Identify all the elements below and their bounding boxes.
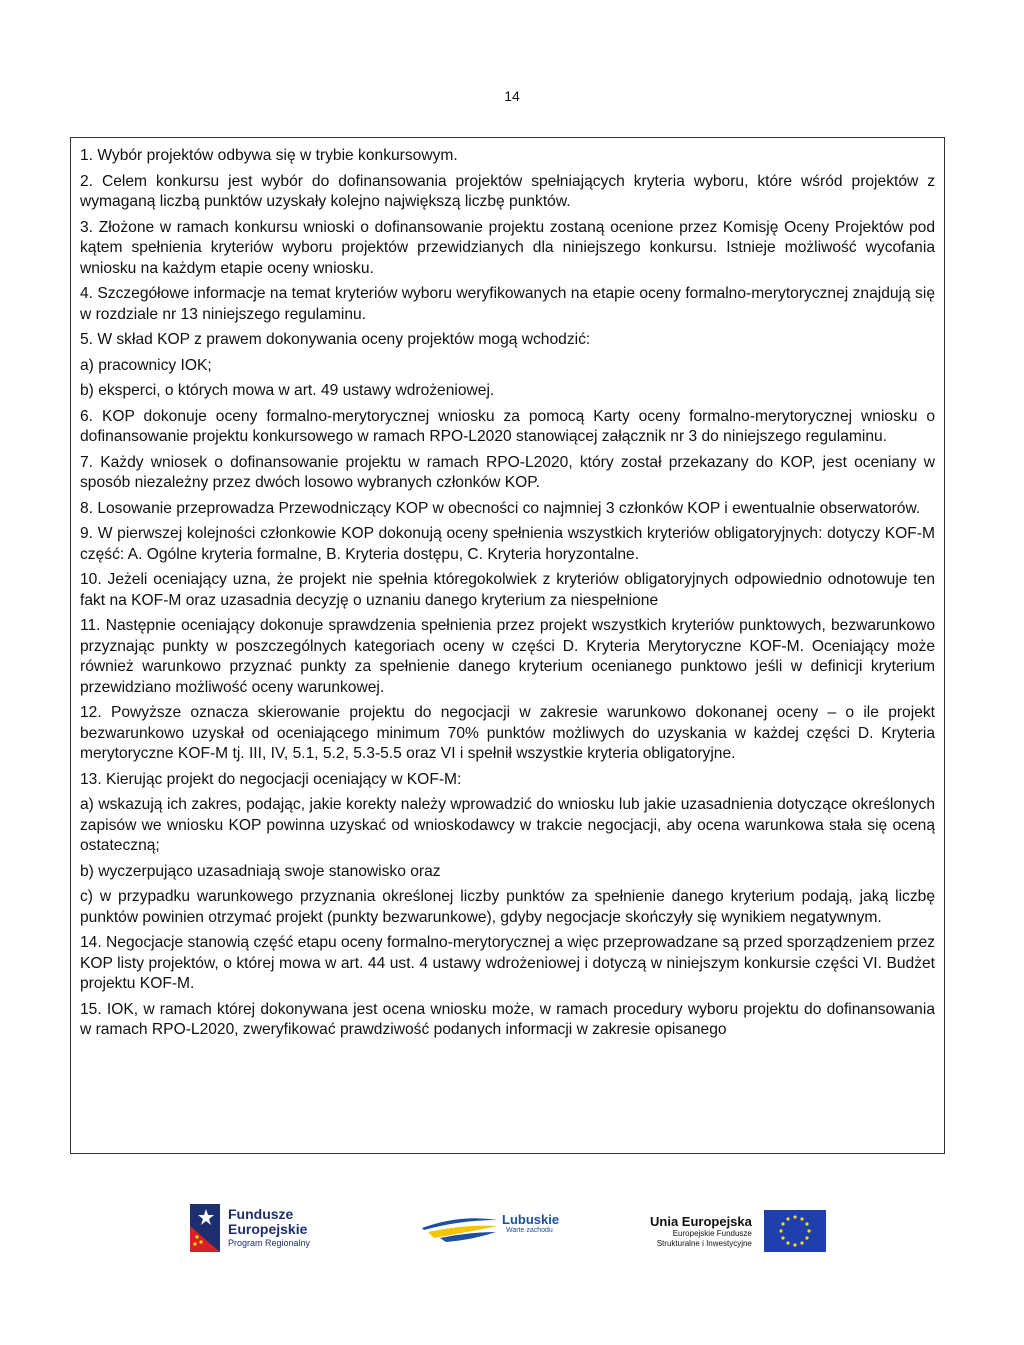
- fe-logo-line2: Europejskie: [228, 1220, 308, 1237]
- paragraph-13: 13. Kierując projekt do negocjacji oceniający w KOF-M:: [80, 770, 462, 788]
- lubuskie-swoosh-icon: [420, 1206, 500, 1246]
- lubuskie-tagline: Warte zachodu: [506, 1227, 553, 1234]
- paragraph-4: 4. Szczegółowe informacje na temat kryteriów wyboru weryfikowanych na etapie oceny formalno-merytorycznej znajdują się w rozdziale nr 13 niniejszego regulaminu.: [80, 285, 935, 323]
- paragraph-8: 8. Losowanie przeprowadza Przewodniczący KOP w obecności co najmniej 3 członków KOP i ewentualnie obserwatorów.: [80, 499, 921, 517]
- fe-logo-line3: Program Regionalny: [228, 1237, 311, 1248]
- footer-logos: [0, 1196, 1024, 1266]
- paragraph-7: 7. Każdy wniosek o dofinansowanie projektu w ramach RPO-L2020, który został przekazany do KOP, jest oceniany w sposób niezależny przez dwóch losowo wybranych członków KOP.: [80, 453, 935, 491]
- paragraph-13c: c) w przypadku warunkowego przyznania określonej liczby punktów za spełnienie danego kryterium podają, jaką liczbę punktów powinien otrzymać projekt (punkty bezwarunkowe), gdyby negocjacje skończyły się wynikiem negatywnym.: [80, 888, 935, 926]
- lubuskie-logo: [420, 1206, 570, 1246]
- paragraph-15: 15. IOK, w ramach której dokonywana jest ocena wniosku może, w ramach procedury wyboru projektu do dofinansowania w ramach RPO-L2020, zweryfikować prawdziwość podanych informacji w zakresie opisanego: [80, 1000, 935, 1038]
- page-number: 14: [504, 88, 520, 104]
- ue-logo-title: Unia Europejska: [650, 1213, 752, 1229]
- lubuskie-name: Lubuskie: [502, 1212, 560, 1227]
- eu-flag-icon: [764, 1210, 826, 1252]
- paragraph-5b: b) eksperci, o których mowa w art. 49 ustawy wdrożeniowej.: [80, 382, 495, 399]
- paragraph-1: 1. Wybór projektów odbywa się w trybie konkursowym.: [80, 147, 458, 164]
- fundusze-europejskie-logo: [190, 1204, 310, 1252]
- paragraph-5: 5. W skład KOP z prawem dokonywania oceny projektów mogą wchodzić:: [80, 331, 591, 348]
- paragraph-14: 14. Negocjacje stanowią część etapu oceny formalno-merytorycznej a więc przeprowadzane są przed sporządzeniem przez KOP listy projektów, o której mowa w art. 44 ust. 4 ustawy wdrożeniowej i dotyczą w niniejszym konkursie części VI. Budżet projektu KOF-M.: [80, 934, 935, 992]
- fundusze-europejskie-star-icon: [190, 1204, 220, 1252]
- paragraph-13b: b) wyczerpująco uzasadniają swoje stanowisko oraz: [80, 862, 441, 880]
- paragraph-9: 9. W pierwszej kolejności członkowie KOP dokonują oceny spełnienia wszystkich kryteriów obligatoryjnych: dotyczy KOF-M część: A. Ogólne kryteria formalne, B. Kryteria dostępu, C. Kryteria horyzontalne.: [80, 525, 935, 563]
- fe-logo-line1: Fundusze: [228, 1205, 294, 1222]
- paragraph-6: 6. KOP dokonuje oceny formalno-merytorycznej wniosku za pomocą Karty oceny formalno-merytorycznej wniosku o dofinansowanie projektu konkursowego w ramach RPO-L2020 stanowiącej załącznik nr 3 do niniejszego regulaminu.: [80, 407, 935, 445]
- paragraph-3: 3. Złożone w ramach konkursu wnioski o dofinansowanie projektu zostaną ocenione przez Komisję Oceny Projektów pod kątem spełnienia kryteriów wyboru projektów przewidzianych dla niniejszego konkursu. Istnieje możliwość wycofania wniosku na każdym etapie oceny wniosku.: [80, 218, 935, 277]
- paragraph-11: 11. Następnie oceniający dokonuje sprawdzenia spełnienia przez projekt wszystkich kryteriów punktowych, bezwarunkowo przyznając punkty w poszczególnych kategoriach oceny w części D. Kryteria Merytoryczne KOF-M. Oceniający może również warunkowo przyznać punkty za spełnienie danego kryterium ocenianego punktowo jeśli w definicji kryterium przewidziano możliwość oceny warunkowej.: [80, 617, 935, 696]
- ue-logo-line2: Europejskie Fundusze: [672, 1228, 752, 1238]
- paragraph-5a: a) pracownicy IOK;: [80, 356, 212, 374]
- content-box: [70, 137, 945, 1154]
- paragraph-2: 2. Celem konkursu jest wybór do dofinansowania projektów spełniających kryteria wyboru, które wśród projektów z wymaganą liczbą punktów uzyskały kolejno największą liczbę punktów.: [80, 172, 935, 210]
- paragraph-12: 12. Powyższe oznacza skierowanie projektu do negocjacji w zakresie warunkowo dokonanej oceny – o ile projekt bezwarunkowo uzyskał od oceniającego minimum 70% punktów możliwych do uzyskania w każdej części D. Kryteria merytoryczne KOF-M tj. III, IV, 5.1, 5.2, 5.3-5.5 oraz VI i spełnił wszystkie kryteria obligatoryjne.: [80, 704, 935, 762]
- ue-logo-line3: Strukturalne i Inwestycyjne: [656, 1238, 752, 1248]
- paragraph-13a: a) wskazują ich zakres, podając, jakie korekty należy wprowadzić do wniosku lub jakie uzasadnienia dotyczące określonych zapisów we wniosku KOP powinna uzyskać od wnioskodawcy w trakcie negocjacji, aby ocena warunkowa stała się oceną ostateczną;: [80, 796, 935, 854]
- unia-europejska-logo: [650, 1210, 826, 1252]
- paragraph-10: 10. Jeżeli oceniający uzna, że projekt nie spełnia któregokolwiek z kryteriów obligatoryjnych odpowiednio odnotowuje ten fakt na KOF-M oraz uzasadnia decyzję o uznaniu danego kryterium za niespełnione: [80, 571, 935, 609]
